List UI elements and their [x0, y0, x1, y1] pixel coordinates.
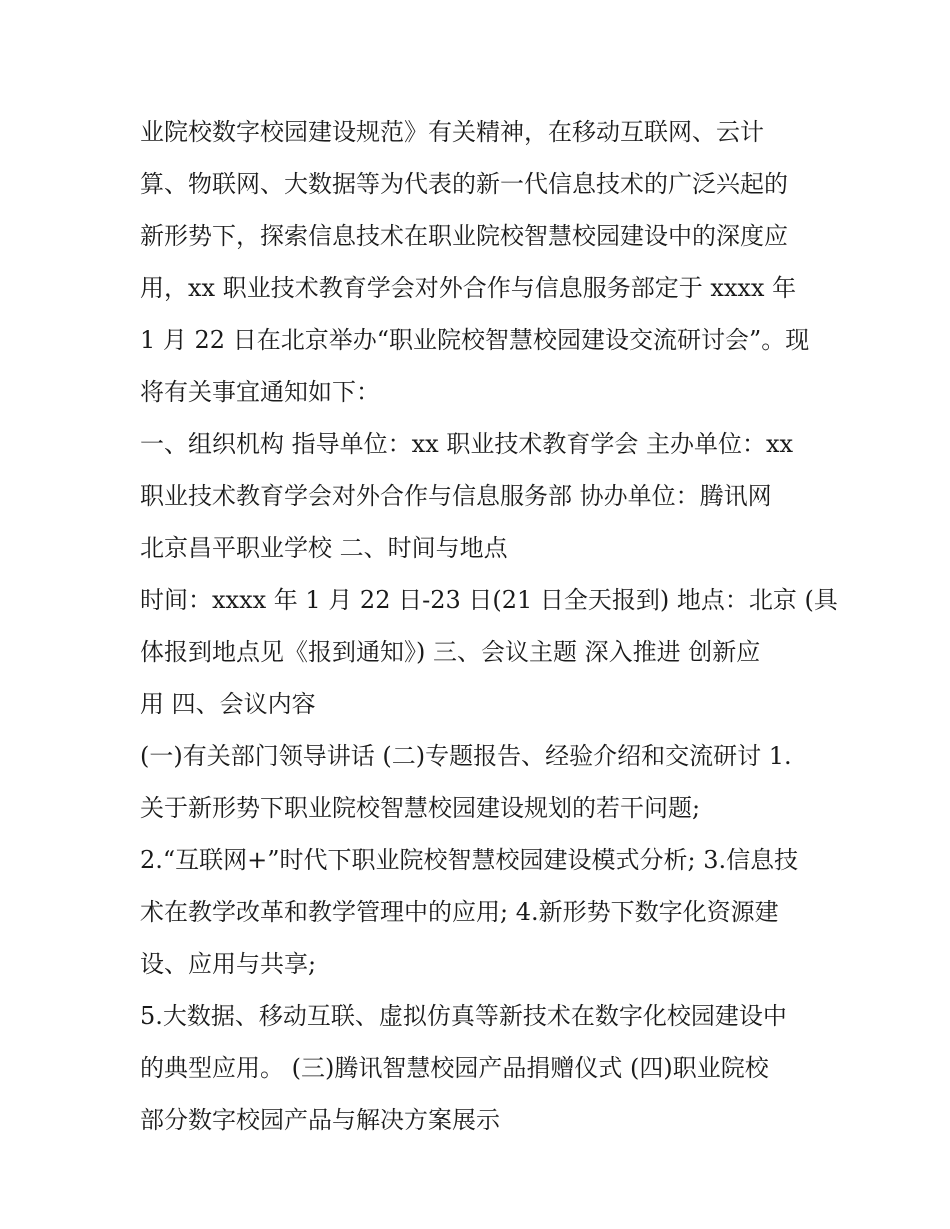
text-line: 业院校数字校园建设规范》有关精神，在移动互联网、云计 — [140, 118, 764, 146]
text-line: 1 月 22 日在北京举办“职业院校智慧校园建设交流研讨会”。现 — [140, 326, 810, 354]
text-line: 的典型应用。 (三)腾讯智慧校园产品捐赠仪式 (四)职业院校 — [140, 1054, 769, 1082]
text-line: 用，xx 职业技术教育学会对外合作与信息服务部定于 xxxx 年 — [140, 274, 797, 302]
text-line: 用 四、会议内容 — [140, 690, 316, 718]
text-line: 将有关事宜通知如下： — [140, 378, 380, 406]
text-line: 算、物联网、大数据等为代表的新一代信息技术的广泛兴起的 — [140, 170, 788, 198]
text-line: 体报到地点见《报到通知》) 三、会议主题 深入推进 创新应 — [140, 638, 761, 666]
text-line: 新形势下，探索信息技术在职业院校智慧校园建设中的深度应 — [140, 222, 788, 250]
text-line: 2.“互联网+”时代下职业院校智慧校园建设模式分析; 3.信息技 — [140, 846, 799, 874]
text-line: 一、组织机构 指导单位：xx 职业技术教育学会 主办单位：xx — [140, 430, 794, 458]
text-line: 5.大数据、移动互联、虚拟仿真等新技术在数字化校园建设中 — [140, 1002, 787, 1030]
text-line: 部分数字校园产品与解决方案展示 — [140, 1106, 500, 1134]
text-line: 北京昌平职业学校 二、时间与地点 — [140, 534, 508, 562]
text-line: 设、应用与共享; — [140, 950, 317, 978]
notice-body-text — [140, 106, 838, 1146]
text-line: 术在教学改革和教学管理中的应用; 4.新形势下数字化资源建 — [140, 898, 779, 926]
text-line: 职业技术教育学会对外合作与信息服务部 协办单位：腾讯网 — [140, 482, 772, 510]
text-line: 关于新形势下职业院校智慧校园建设规划的若干问题; — [140, 794, 701, 822]
text-line: 时间：xxxx 年 1 月 22 日-23 日(21 日全天报到) 地点：北京 (具 — [140, 586, 838, 614]
text-line: (一)有关部门领导讲话 (二)专题报告、经验介绍和交流研讨 1. — [140, 742, 792, 770]
